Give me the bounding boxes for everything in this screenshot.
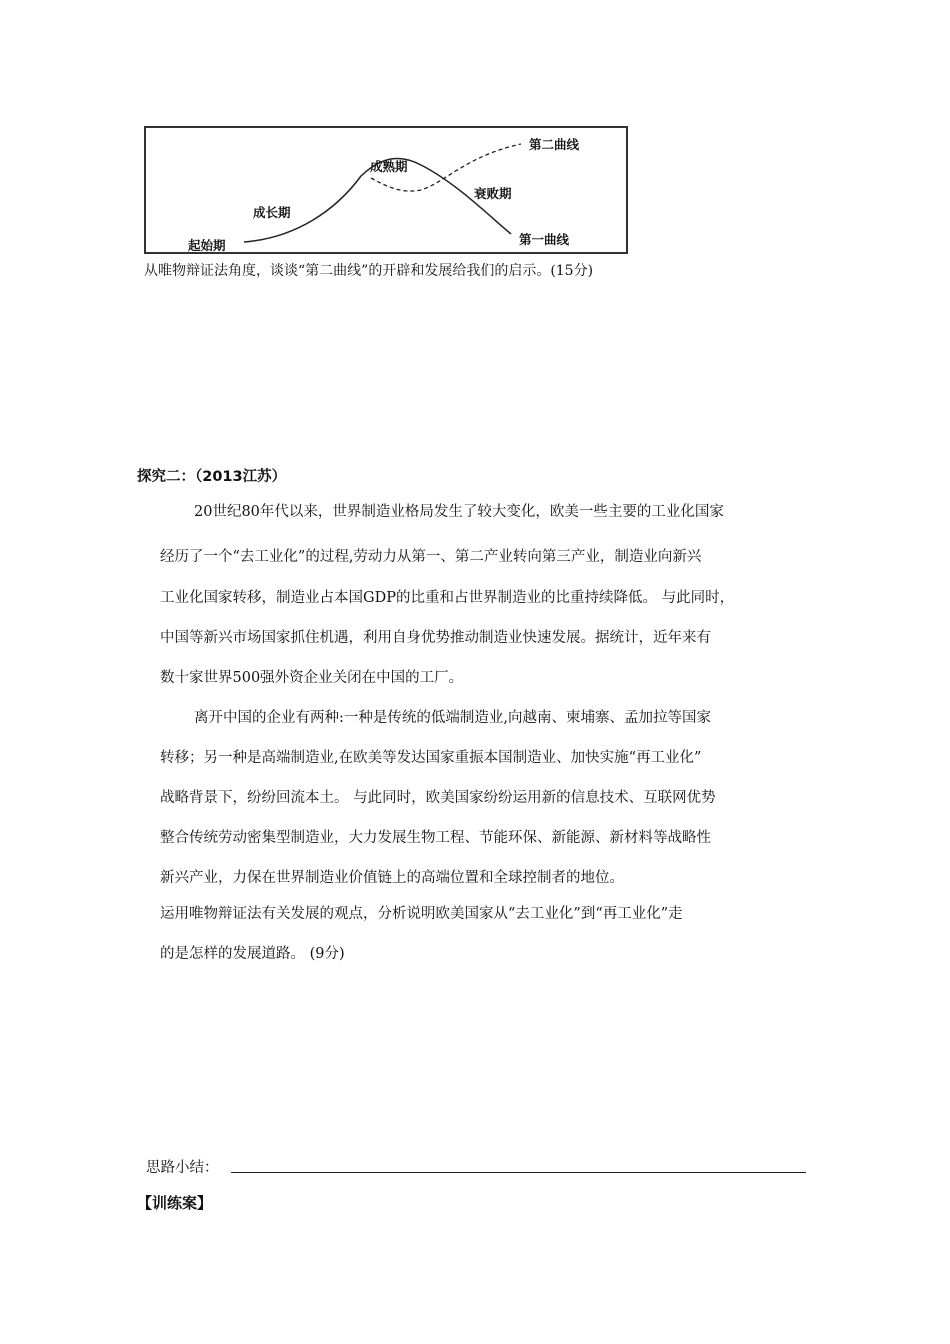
paragraph-line: 经历了一个“去工业化”的过程,劳动力从第一、第二产业转向第三产业，制造业向新兴 xyxy=(160,549,702,565)
paragraph-line: 新兴产业，力保在世界制造业价值链上的高端位置和全球控制者的地位。 xyxy=(160,870,624,886)
question-1: 从唯物辩证法角度，谈谈“第二曲线”的开辟和发展给我们的启示。(15分) xyxy=(144,263,594,279)
paragraph-line: 20世纪80年代以来，世界制造业格局发生了较大变化，欧美一些主要的工业化国家 xyxy=(194,504,724,520)
label-mature-stage: 成熟期 xyxy=(370,159,408,174)
label-second-curve: 第二曲线 xyxy=(529,137,580,152)
label-first-curve: 第一曲线 xyxy=(519,232,570,247)
paragraph-line: 转移；另一种是高端制造业,在欧美等发达国家重振本国制造业、加快实施“再工业化” xyxy=(160,750,702,766)
training-section-title: 【训练案】 xyxy=(137,1194,213,1212)
paragraph-line: 离开中国的企业有两种:一种是传统的低端制造业,向越南、柬埔寨、孟加拉等国家 xyxy=(194,710,711,726)
life-cycle-curve-figure xyxy=(144,126,628,254)
paragraph-line: 中国等新兴市场国家抓住机遇，利用自身优势推动制造业快速发展。据统计，近年来有 xyxy=(160,630,711,646)
summary-label: 思路小结： xyxy=(146,1160,219,1176)
paragraph-line: 数十家世界500强外资企业关闭在中国的工厂。 xyxy=(160,670,464,686)
section-2-title: 探究二：（2013江苏） xyxy=(137,469,287,485)
label-growth-stage: 成长期 xyxy=(253,205,291,220)
question-2-line: 运用唯物辩证法有关发展的观点，分析说明欧美国家从“去工业化”到“再工业化”走 xyxy=(160,906,683,922)
label-start-stage: 起始期 xyxy=(188,238,226,253)
paragraph-line: 工业化国家转移，制造业占本国GDP的比重和占世界制造业的比重持续降低。 与此同时， xyxy=(160,590,735,606)
paragraph-line: 战略背景下，纷纷回流本土。 与此同时，欧美国家纷纷运用新的信息技术、互联网优势 xyxy=(160,790,716,806)
label-decline-stage: 衰败期 xyxy=(474,186,512,201)
paragraph-line: 整合传统劳动密集型制造业，大力发展生物工程、节能环保、新能源、新材料等战略性 xyxy=(160,830,711,846)
summary-answer-line xyxy=(231,1172,806,1173)
question-2-line: 的是怎样的发展道路。 (9分) xyxy=(160,946,345,962)
